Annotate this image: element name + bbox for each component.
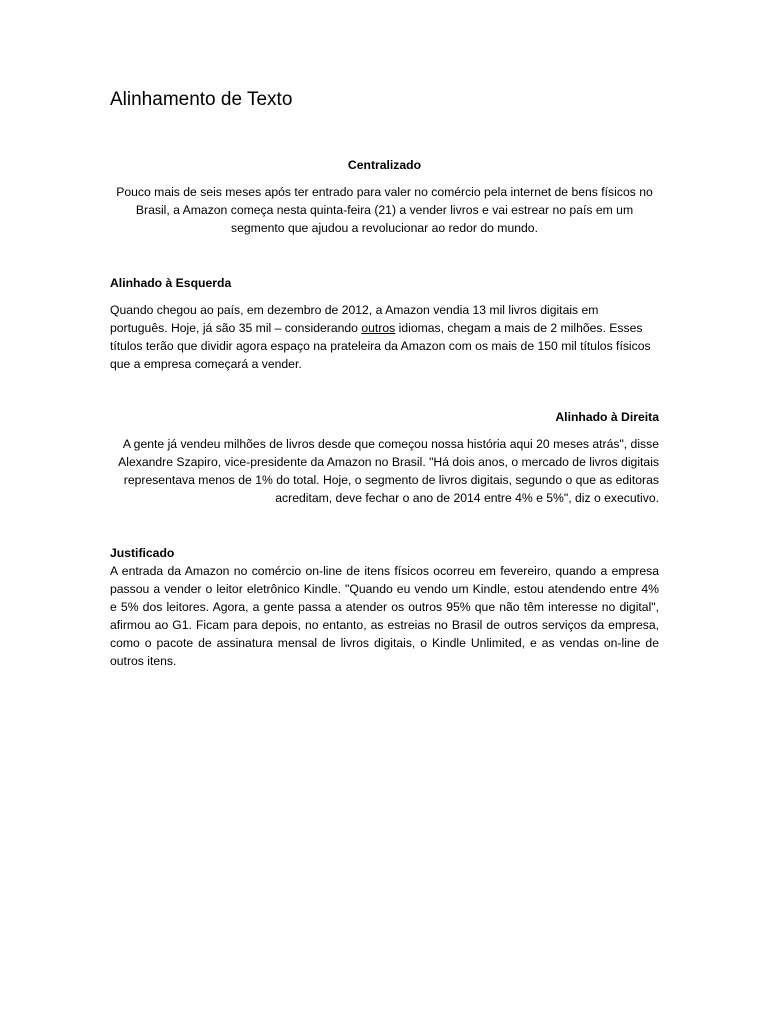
justified-section: [110, 544, 659, 670]
centered-section: [110, 156, 659, 237]
right-aligned-heading: Alinhado à Direita: [555, 410, 659, 424]
left-paragraph-text-before: Quando chegou ao país, em dezembro de 2012, a Amazon vendia 13 mil livros digitais em português. Hoje, já são 35 mil – considerando: [110, 303, 599, 335]
centered-paragraph: Pouco mais de seis meses após ter entrado para valer no comércio pela internet de bens físicos no Brasil, a Amazon começa nesta quinta-feira (21) a vender livros e vai estrear no país em um segmento que ajudou a revolucionar ao redor do mundo.: [116, 185, 653, 235]
justified-paragraph: A entrada da Amazon no comércio on-line de itens físicos ocorreu em fevereiro, quando a empresa passou a vender o leitor eletrônico Kindle. "Quando eu vendo um Kindle, estou atendendo entre 4% e 5% dos leitores. Agora, a gente passa a atender os outros 95% que não têm interesse no digital", afirmou ao G1. Ficam para depois, no entanto, as estreias no Brasil de outros serviços da empresa, como o pacote de assinatura mensal de livros digitais, o Kindle Unlimited, e as vendas on-line de outros itens.: [110, 564, 659, 668]
left-aligned-paragraph: [110, 301, 659, 373]
underlined-word: outros: [361, 321, 396, 335]
left-paragraph-text-after: idiomas, chegam a mais de 2 milhões. Esses títulos terão que dividir agora espaço na prateleira da Amazon com os mais de 150 mil títulos físicos que a empresa começará a vender.: [110, 321, 651, 371]
right-aligned-section: [110, 408, 659, 507]
document-title: Alinhamento de Texto: [110, 89, 293, 110]
right-aligned-paragraph: A gente já vendeu milhões de livros desde que começou nossa história aqui 20 meses atrás", disse Alexandre Szapiro, vice-presidente da Amazon no Brasil. "Há dois anos, o mercado de livros digitais representava menos de 1% do total. Hoje, o segmento de livros digitais, segundo o que as editoras acreditam, deve fechar o ano de 2014 entre 4% e 5%", diz o executivo.: [118, 437, 659, 505]
left-aligned-heading: Alinhado à Esquerda: [110, 276, 232, 290]
centered-heading: Centralizado: [347, 158, 422, 172]
left-aligned-section: [110, 274, 659, 373]
justified-heading: Justificado: [110, 546, 175, 560]
